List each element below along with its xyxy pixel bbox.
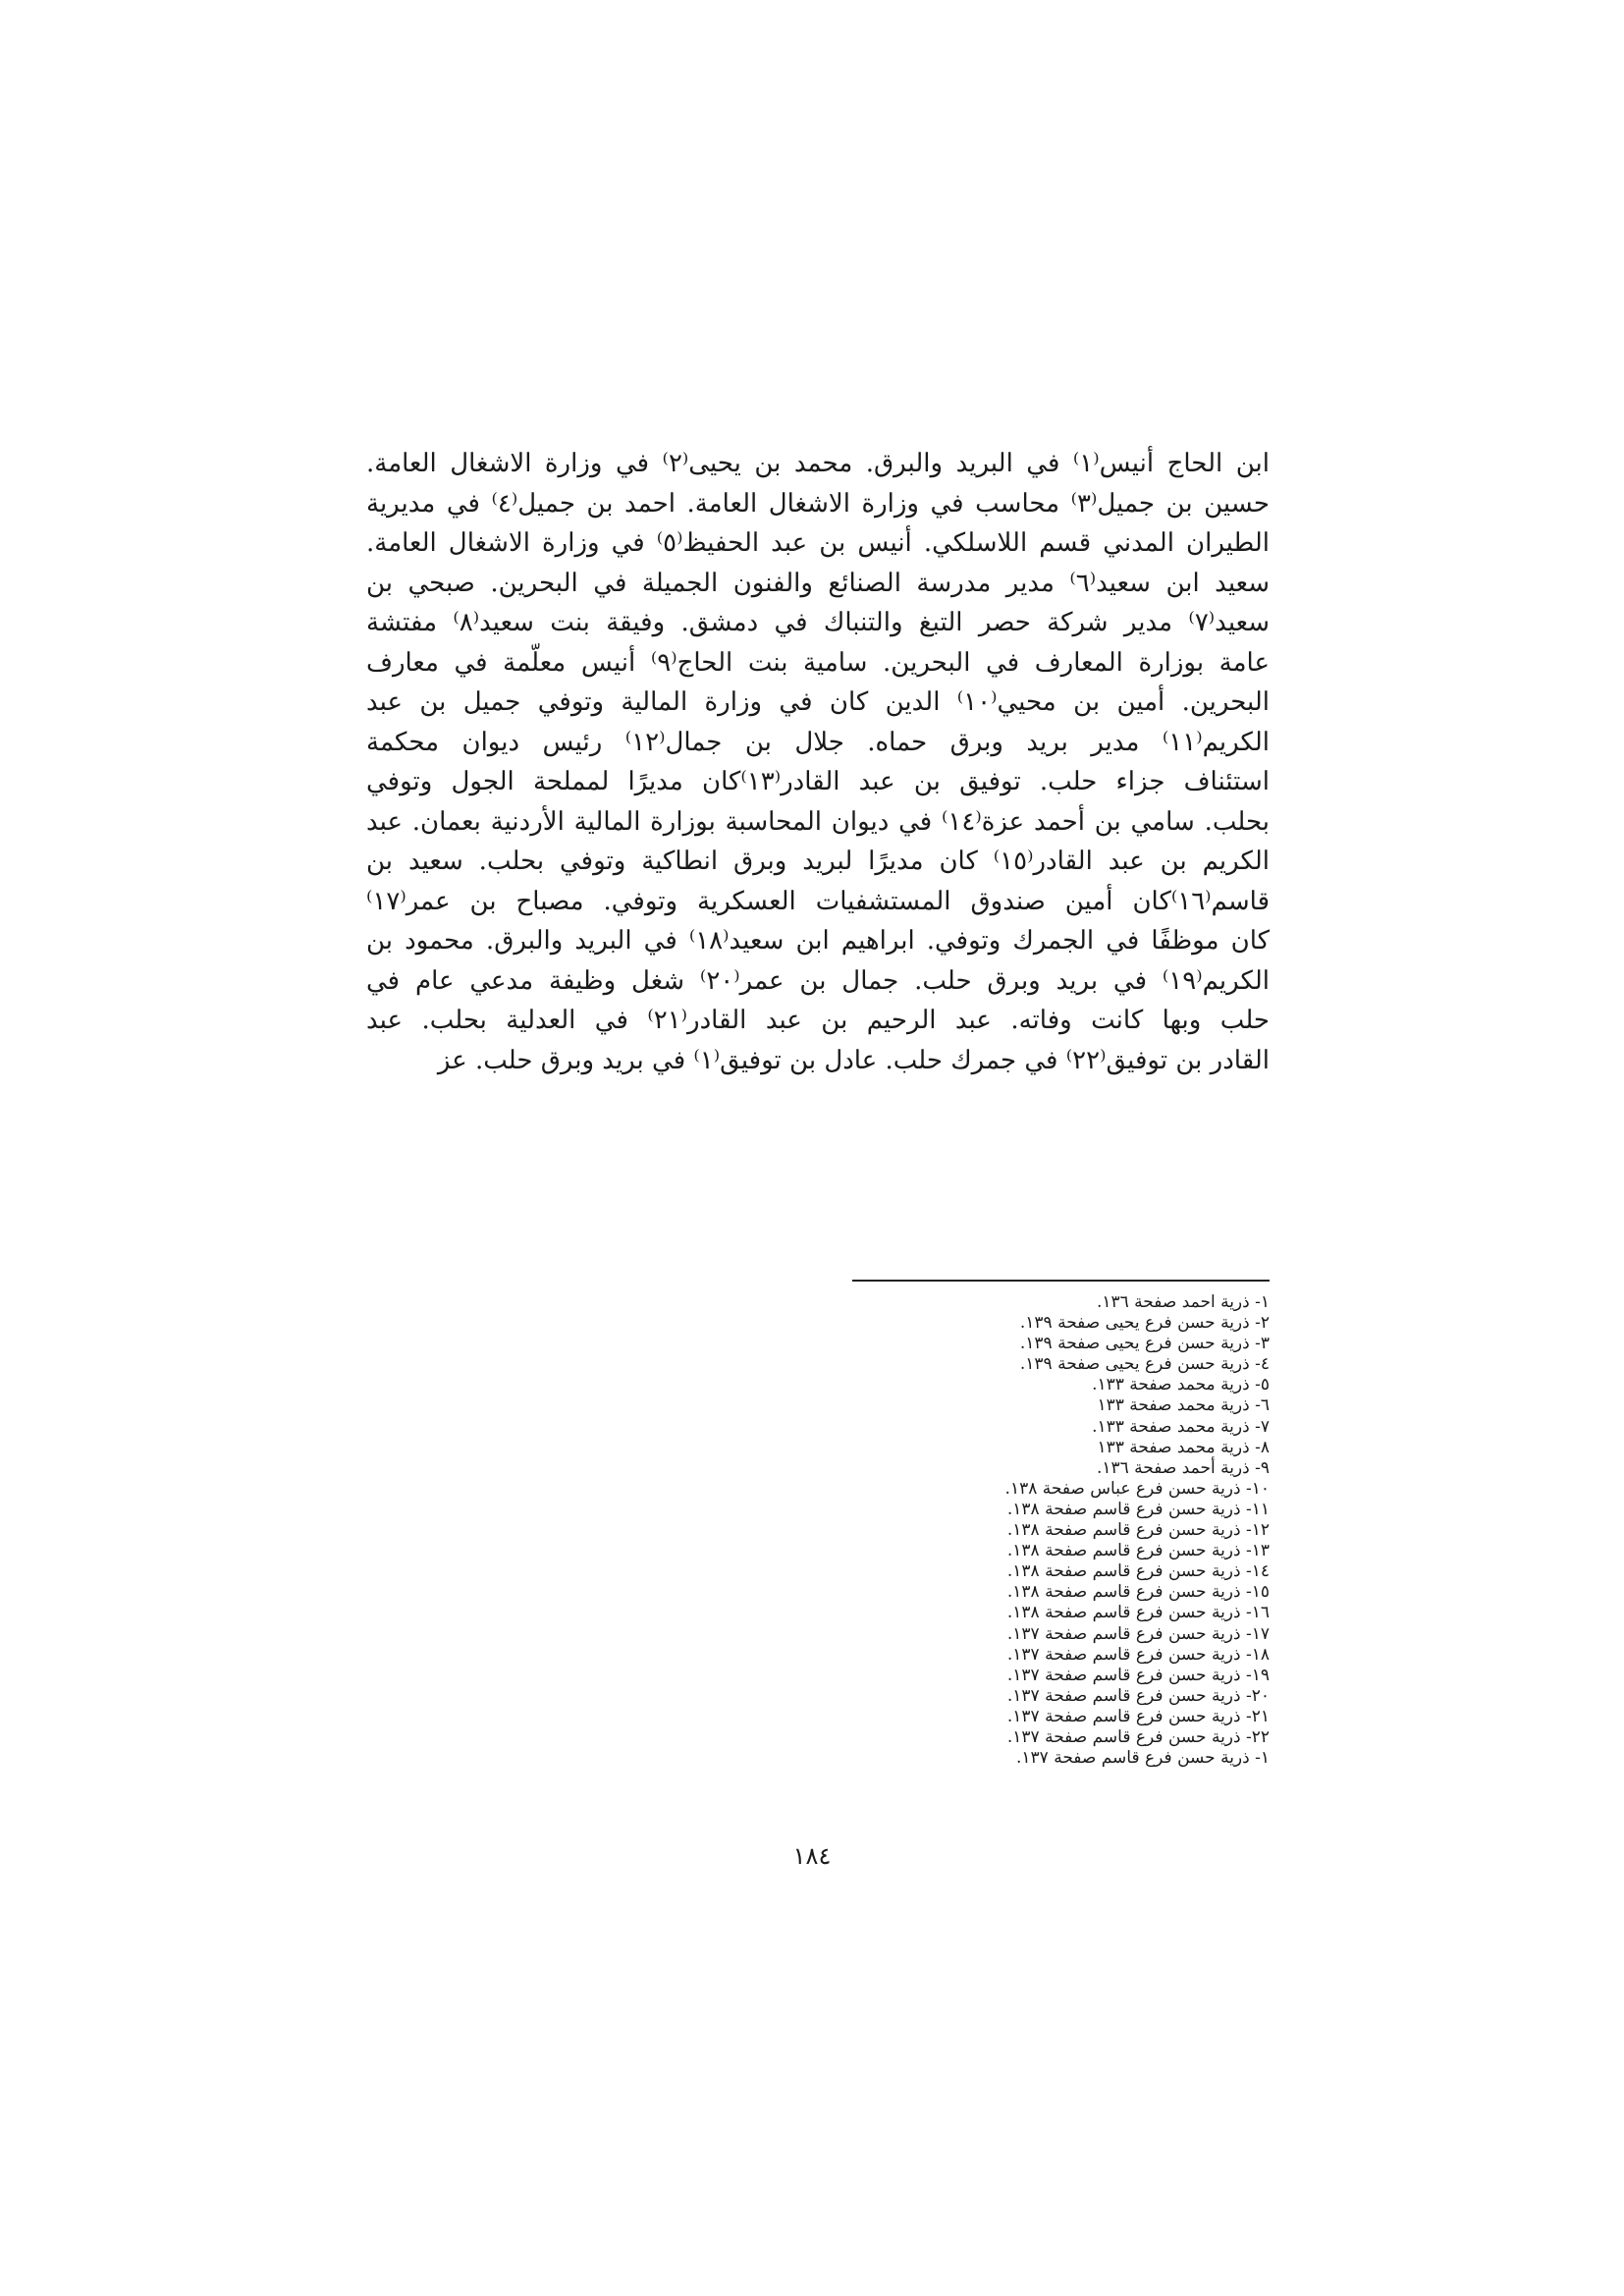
body-line: بحلب. سامي بن أحمد عزة⁽١٤⁾ في ديوان المحاسبة بوزارة المالية الأردنية بعمان. عبد (366, 806, 1270, 837)
footnote-item: ١١- ذرية حسن فرع قاسم صفحة ١٣٨. (1006, 1499, 1270, 1519)
footnote-item: ٢٢- ذرية حسن فرع قاسم صفحة ١٣٧. (1006, 1726, 1270, 1747)
footnote-item: ١- ذرية احمد صفحة ١٣٦. (1096, 1292, 1270, 1312)
footnote-item: ٢٠- ذرية حسن فرع قاسم صفحة ١٣٧. (1006, 1685, 1270, 1706)
footnote-item: ٩- ذرية أحمد صفحة ١٣٦. (1096, 1457, 1270, 1478)
footnote-item: ٦- ذرية محمد صفحة ١٣٣ (1097, 1395, 1270, 1416)
body-line: كان موظفًا في الجمرك وتوفي. ابراهيم ابن سعيد⁽١٨⁾ في البريد والبرق. محمود بن (366, 926, 1270, 956)
body-line: القادر بن توفيق⁽٢٢⁾ في جمرك حلب. عادل بن توفيق⁽١⁾ في بريد وبرق حلب. عز (437, 1045, 1270, 1075)
footnote-item: ١٩- ذرية حسن فرع قاسم صفحة ١٣٧. (1006, 1665, 1270, 1685)
page-number: ١٨٤ (792, 1842, 832, 1870)
body-line: حلب وبها كانت وفاته. عبد الرحيم بن عبد القادر⁽٢١⁾ في العدلية بحلب. عبد (366, 1006, 1270, 1035)
body-line: سعيد ابن سعيد⁽٦⁾ مدير مدرسة الصنائع والفنون الجميلة في البحرين. صبحي بن (366, 568, 1270, 598)
footnote-item: ٢١- ذرية حسن فرع قاسم صفحة ١٣٧. (1006, 1706, 1270, 1726)
body-line: الكريم بن عبد القادر⁽١٥⁾ كان مديرًا لبريد وبرق انطاكية وتوفي بحلب. سعيد بن (366, 847, 1270, 876)
body-line: قاسم⁽١٦⁾كان أمين صندوق المستشفيات العسكرية وتوفي. مصباح بن عمر⁽١٧⁾ (366, 886, 1270, 916)
body-line: ابن الحاج أنيس⁽١⁾ في البريد والبرق. محمد بن يحيى⁽٢⁾ في وزارة الاشغال العامة. (366, 449, 1270, 478)
footnote-item: ١٦- ذرية حسن فرع قاسم صفحة ١٣٨. (1006, 1603, 1270, 1623)
footnote-item: ٨- ذرية محمد صفحة ١٣٣ (1097, 1437, 1270, 1457)
body-line: الكريم⁽١٩⁾ في بريد وبرق حلب. جمال بن عمر⁽٢٠⁾ شغل وظيفة مدعي عام في (366, 965, 1270, 996)
footnote-item: ٤- ذرية حسن فرع يحيى صفحة ١٣٩. (1019, 1354, 1270, 1375)
body-line: البحرين. أمين بن محيي⁽١٠⁾ الدين كان في وزارة المالية وتوفي جميل بن عبد (366, 687, 1270, 717)
body-line: الكريم⁽١١⁾ مدير بريد وبرق حماه. جلال بن جمال⁽١٢⁾ رئيس ديوان محكمة (366, 727, 1270, 757)
footnote-item: ١٧- ذرية حسن فرع قاسم صفحة ١٣٧. (1006, 1623, 1270, 1644)
body-paragraph (366, 444, 1270, 1080)
footnote-item: ١٠- ذرية حسن فرع عباس صفحة ١٣٨. (1004, 1478, 1270, 1499)
footnote-item: ١٣- ذرية حسن فرع قاسم صفحة ١٣٨. (1006, 1541, 1270, 1561)
body-line: الطيران المدني قسم اللاسلكي. أنيس بن عبد الحفيظ⁽٥⁾ في وزارة الاشغال العامة. (366, 528, 1270, 558)
body-line: سعيد⁽٧⁾ مدير شركة حصر التبغ والتنباك في دمشق. وفيقة بنت سعيد⁽٨⁾ مفتشة (366, 608, 1270, 637)
footnote-item: ٥- ذرية محمد صفحة ١٣٣. (1092, 1375, 1270, 1395)
footnote-item: ١٥- ذرية حسن فرع قاسم صفحة ١٣٨. (1006, 1582, 1270, 1603)
footnote-item: ١- ذرية حسن فرع قاسم صفحة ١٣٧. (1016, 1748, 1270, 1769)
footnote-item: ١٨- ذرية حسن فرع قاسم صفحة ١٣٧. (1006, 1644, 1270, 1665)
footnotes-list (759, 1292, 1270, 1769)
footnote-item: ٧- ذرية محمد صفحة ١٣٣. (1092, 1416, 1270, 1437)
footnote-separator (852, 1280, 1270, 1282)
body-line: عامة بوزارة المعارف في البحرين. سامية بنت الحاج⁽٩⁾ أنيس معلّمة في معارف (366, 647, 1270, 678)
footnote-item: ١٤- ذرية حسن فرع قاسم صفحة ١٣٨. (1006, 1561, 1270, 1582)
body-line: حسين بن جميل⁽٣⁾ محاسب في وزارة الاشغال العامة. احمد بن جميل⁽٤⁾ في مديرية (366, 488, 1270, 519)
footnote-item: ٣- ذرية حسن فرع يحيى صفحة ١٣٩. (1019, 1334, 1270, 1354)
body-line: استئناف جزاء حلب. توفيق بن عبد القادر⁽١٣⁾كان مديرًا لمملحة الجول وتوفي (366, 767, 1270, 796)
footnote-item: ١٢- ذرية حسن فرع قاسم صفحة ١٣٨. (1006, 1520, 1270, 1541)
footnote-item: ٢- ذرية حسن فرع يحيى صفحة ١٣٩. (1019, 1313, 1270, 1334)
